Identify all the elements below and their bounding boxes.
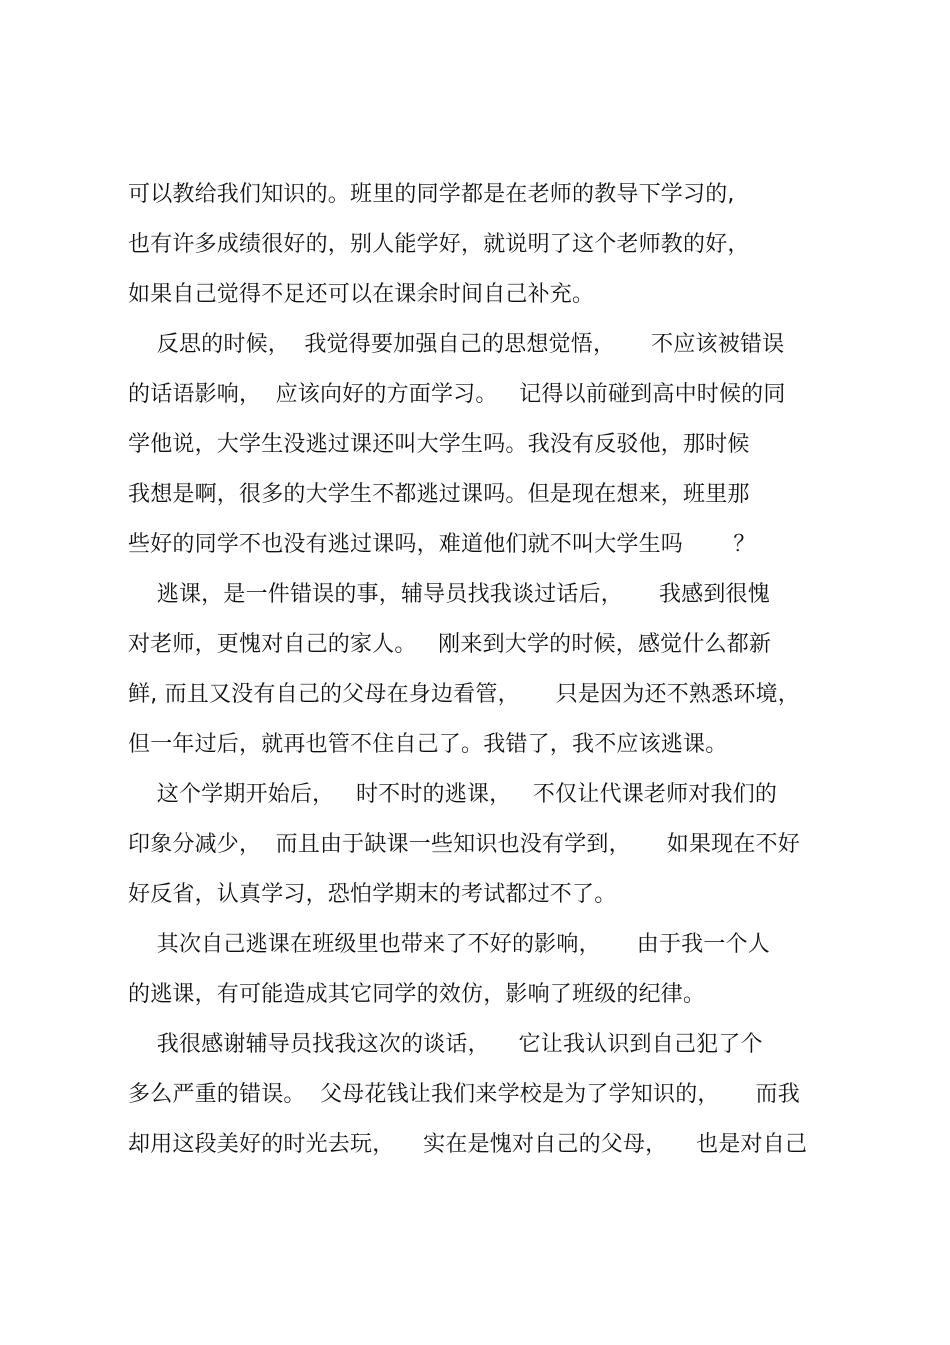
text-line: 的逃课，有可能造成其它同学的效仿，影响了班级的纪律。 [128, 982, 706, 1007]
text-line: 这个学期开始后， 时不时的逃课， 不仅让代课老师对我们的 [128, 782, 778, 807]
text-line: 也有许多成绩很好的，别人能学好，就说明了这个老师教的好， [128, 232, 750, 257]
text-line: 但一年过后，就再也管不住自己了。我错了，我不应该逃课。 [128, 732, 728, 757]
text-line: 些好的同学不也没有逃过课吗，难道他们就不叫大学生吗 ？ [128, 532, 756, 557]
text-line: 对老师，更愧对自己的家人。 刚来到大学的时候，感觉什么都新 [128, 632, 772, 657]
text-line: 逃课，是一件错误的事，辅导员找我谈过话后， 我感到很愧 [128, 582, 770, 607]
text-line: 我想是啊，很多的大学生不都逃过课吗。但是现在想来，班里那 [128, 482, 750, 507]
text-line: 学他说，大学生没逃过课还叫大学生吗。我没有反驳他，那时候 [128, 432, 750, 457]
text-line: 好反省，认真学习，恐怕学期末的考试都过不了。 [128, 882, 617, 907]
text-line: 的话语影响， 应该向好的方面学习。 记得以前碰到高中时候的同 [128, 382, 786, 407]
text-line: 其次自己逃课在班级里也带来了不好的影响， 由于我一个人 [128, 932, 770, 957]
text-line: 可以教给我们知识的。班里的同学都是在老师的教导下学习的, [128, 182, 735, 207]
text-line: 鲜, 而且又没有自己的父母在身边看管， 只是因为还不熟悉环境， [128, 682, 800, 707]
text-line: 如果自己觉得不足还可以在课余时间自己补充。 [128, 282, 595, 307]
text-line: 我很感谢辅导员找我这次的谈话， 它让我认识到自己犯了个 [128, 1032, 763, 1057]
text-line: 却用这段美好的时光去玩， 实在是愧对自己的父母， 也是对自己 [128, 1132, 808, 1157]
text-line: 反思的时候， 我觉得要加强自己的思想觉悟， 不应该被错误 [128, 332, 785, 357]
text-line: 印象分减少， 而且由于缺课一些知识也没有学到， 如果现在不好 [128, 832, 800, 857]
text-line: 多么严重的错误。 父母花钱让我们来学校是为了学知识的， 而我 [128, 1082, 800, 1107]
